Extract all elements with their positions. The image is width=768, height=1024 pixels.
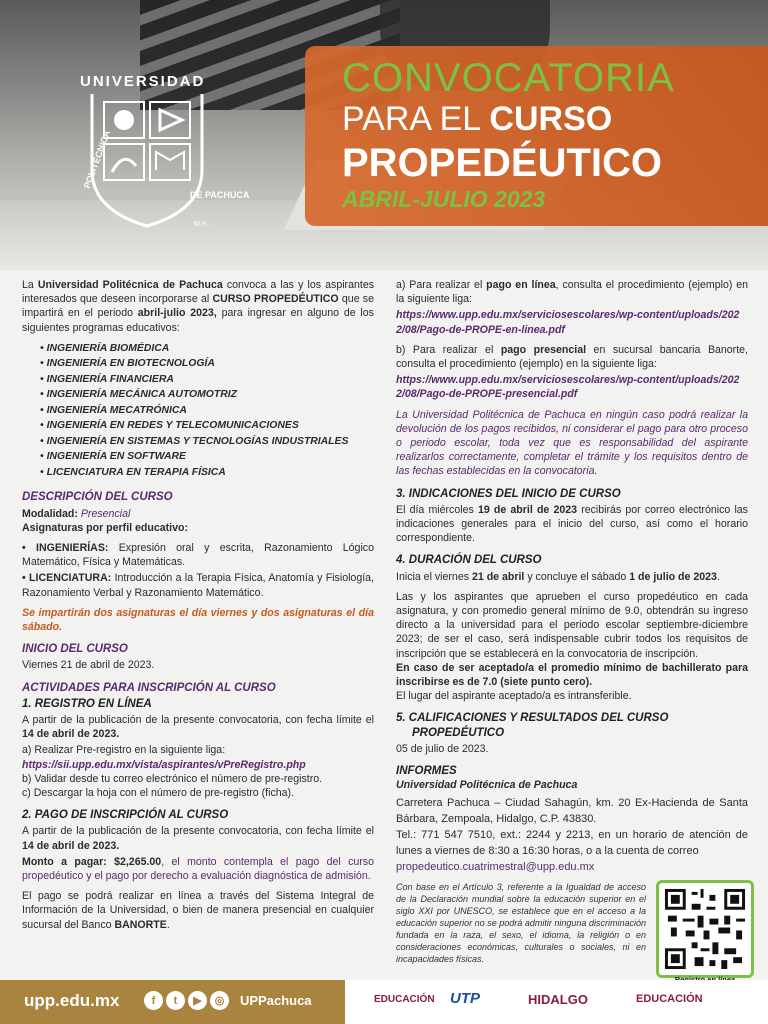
licenciatura-text: Introducción a la Terapia Física, Anatomía y Fisiología, Razonamiento Verbal y Razonamiento Matemático.: [22, 572, 374, 599]
pago-presencial-text-2: en sucursal bancaria Banorte, consulta el procedimiento (ejemplo) en la siguiente liga:: [396, 343, 748, 371]
pago-banorte: BANORTE: [114, 918, 167, 931]
right-column: [396, 278, 748, 974]
pago-medios: [22, 889, 374, 932]
intro-text-1: La: [22, 279, 38, 291]
indicaciones-title: 3. INDICACIONES DEL INICIO DE CURSO: [396, 487, 621, 500]
registro-deadline: 14 de abril de 2023.: [22, 728, 120, 741]
pago-linea-link[interactable]: https://www.upp.edu.mx/serviciosescolares/wp-content/uploads/2022/08/Pago-de-PROPE-en-linea.pdf: [396, 309, 740, 336]
duracion-text-3: .: [716, 570, 720, 583]
intro-periodo: abril-julio 2023,: [137, 307, 217, 320]
inicio-date: Viernes 21 de abril de 2023.: [22, 659, 155, 672]
instagram-icon[interactable]: ◎: [210, 991, 229, 1010]
duracion-end: 1 de julio de 2023: [629, 570, 717, 583]
twitter-icon[interactable]: t: [166, 991, 185, 1010]
logo-educacion: EDUCACIÓN: [374, 994, 435, 1005]
duracion-text-1: Inicia el viernes: [396, 570, 472, 583]
registro-title: 1. REGISTRO EN LÍNEA: [22, 697, 152, 710]
hero-banner: [0, 0, 768, 268]
logo-mr: M.R.: [194, 221, 209, 228]
intro-text-3: que se impartirá en el periodo: [22, 293, 374, 320]
program-item: • LICENCIATURA EN TERAPIA FÍSICA: [40, 465, 374, 481]
intro-university: Universidad Politécnica de Pachuca: [37, 279, 223, 291]
pago-text: A partir de la publicación de la presente convocatoria, con fecha límite el: [22, 825, 374, 838]
informes-email[interactable]: propedeutico.cuatrimestral@upp.edu.mx: [396, 860, 595, 873]
intro-text-4: para ingresar en alguno de los siguientes programas educativos:: [22, 307, 374, 334]
footer-url[interactable]: upp.edu.mx: [24, 991, 120, 1010]
intro-text-2: convoca a las y los aspirantes interesados que deseen incorporarse al: [22, 279, 375, 306]
informes-university: Universidad Politécnica de Pachuca: [396, 779, 578, 792]
program-item: • INGENIERÍA EN BIOTECNOLOGÍA: [40, 356, 374, 372]
indicaciones-text-2: recibirás por correo electrónico las indicaciones generales para el inicio del curso, así como el horario correspondiente.: [396, 503, 748, 545]
logo-hidalgo: HIDALGO: [528, 992, 588, 1007]
desc-title: DESCRIPCIÓN DEL CURSO: [22, 491, 173, 504]
bachillerato-paragraph: En caso de ser aceptado/a el promedio mínimo de bachillerato para inscribirse es de 7.0 (siete punto cero).: [396, 661, 748, 689]
indicaciones-text-1: El día miércoles: [396, 503, 478, 516]
promedio-paragraph: Las y los aspirantes que aprueben el curso propedéutico en cada asignatura, y con promedio general mínimo de 9.0, obtendrán su ingreso directo a la universidad para el periodo escolar septiembre-diciembre 2023; de ser el caso, será indispensable cubrir todos los requisitos de inscripción que se establecerá en la convocatoria de inscripción.: [396, 590, 748, 660]
registro-step-a: a) Realizar Pre-registro en la siguiente liga:: [22, 744, 226, 757]
pago-linea-text-2: , consulta el procedimiento (ejemplo) en la siguiente liga:: [396, 279, 748, 306]
modalidad-value: Presencial: [80, 507, 131, 520]
logo-text-top: UNIVERSIDAD: [80, 73, 206, 90]
imparticion-note: Se impartirán dos asignaturas el día viernes y dos asignaturas el día sábado.: [22, 606, 374, 633]
footer-handle[interactable]: UPPachuca: [240, 993, 312, 1008]
pago-title: 2. PAGO DE INSCRIPCIÓN AL CURSO: [22, 809, 229, 822]
pago-presencial-bold: pago presencial: [500, 343, 587, 356]
pago-deadline: 14 de abril de 2023.: [22, 839, 120, 852]
logo-text-left: POLITÉCNICA: [81, 128, 113, 190]
title-para-el-curso: [342, 100, 612, 139]
duracion-text-2: y concluye el sábado: [524, 570, 630, 583]
program-item: • INGENIERÍA FINANCIERA: [40, 372, 374, 388]
devolucion-note: La Universidad Politécnica de Pachuca en ningún caso podrá realizar la devolución de los pagos recibidos, ni considerar el pago para otro proceso o periodo escolar, toda vez que es responsabilidad del aspirante realizarlos correctamente, completar el trámite y los requisitos dentro de las fechas establecidas en la convocatoria.: [396, 408, 748, 478]
calificaciones-date: 05 de julio de 2023.: [396, 742, 489, 755]
pago-paragraph: [22, 824, 374, 852]
footer-bar: [0, 980, 345, 1024]
calificaciones-title: 5. CALIFICACIONES Y RESULTADOS DEL CURSO: [396, 712, 669, 725]
ingenierias-paragraph: [22, 541, 374, 569]
intro-paragraph: [22, 278, 374, 335]
legal-note: Con base en el Artículo 3, referente a la Igualdad de acceso de la Declaración mundial sobre la educación superior en el siglo XXI por UNESCO, se establece que en el acceso a la educación superior no se podrá admitir ninguna discriminación fundada en la raza, el sexo, el idioma, la religión o en consideraciones económicas, culturales o sociales, ni en incapacidades físicas.: [396, 881, 646, 964]
pago-linea-bold: pago en línea: [486, 279, 556, 291]
duracion-title: 4. DURACIÓN DEL CURSO: [396, 554, 542, 567]
footer: [0, 980, 768, 1024]
university-logo: [72, 70, 250, 230]
intransferible-paragraph: El lugar del aspirante aceptado/a es intransferible.: [396, 690, 632, 703]
intro-curso: CURSO PROPEDÉUTICO: [212, 293, 339, 306]
program-item: • INGENIERÍA MECÁNICA AUTOMOTRIZ: [40, 387, 374, 403]
pago-presencial-paragraph: [396, 343, 748, 371]
programs-list: [40, 341, 374, 481]
pago-medios-end: .: [166, 918, 170, 931]
program-item: • INGENIERÍA EN SISTEMAS Y TECNOLOGÍAS INDUSTRIALES: [40, 434, 374, 450]
title-para-el: PARA EL: [342, 100, 490, 138]
program-item: • INGENIERÍA BIOMÉDICA: [40, 341, 374, 357]
actividades-title: ACTIVIDADES PARA INSCRIPCIÓN AL CURSO: [22, 681, 276, 694]
pago-linea-paragraph: [396, 278, 748, 306]
licenciatura-paragraph: [22, 571, 374, 599]
registro-step-b: b) Validar desde tu correo electrónico el número de pre-registro.: [22, 772, 323, 785]
title-convocatoria: CONVOCATORIA: [342, 56, 675, 100]
social-icons: [144, 991, 229, 1010]
program-item: • INGENIERÍA EN SOFTWARE: [40, 449, 374, 465]
qr-pattern: [662, 886, 748, 972]
title-curso: CURSO: [489, 100, 613, 138]
logo-text-right: DE PACHUCA: [190, 190, 250, 200]
ingenierias-label: • INGENIERÍAS:: [22, 541, 109, 554]
youtube-icon[interactable]: ▶: [188, 991, 207, 1010]
modalidad: [22, 507, 374, 521]
inicio-title: INICIO DEL CURSO: [22, 643, 128, 656]
logo-utp: UTP: [450, 990, 480, 1007]
registro-paragraph: [22, 713, 374, 741]
pago-presencial-link[interactable]: https://www.upp.edu.mx/serviciosescolares/wp-content/uploads/2022/08/Pago-de-PROPE-presencial.pdf: [396, 374, 740, 401]
indicaciones-paragraph: [396, 503, 748, 546]
informes-title: INFORMES: [396, 765, 457, 778]
qr-code[interactable]: [656, 880, 754, 978]
monto-text: , el monto contempla el pago del curso propedéutico y el pago por derecho a evaluación diagnóstica de admisión.: [22, 855, 374, 882]
monto-amount: Monto a pagar: $2,265.00: [22, 855, 162, 868]
registro-step-c: c) Descargar la hoja con el número de pre-registro (ficha).: [22, 786, 295, 799]
informes-phone: Tel.: 771 547 7510, ext.: 2244 y 2213, en un horario de atención de lunes a viernes de 8:30 a 16:30 horas, o a la cuenta de correo: [396, 828, 748, 857]
program-item: • INGENIERÍA MECATRÓNICA: [40, 403, 374, 419]
asignaturas-label: Asignaturas por perfil educativo:: [22, 521, 188, 534]
title-propedeutico: PROPEDÉUTICO: [342, 141, 663, 185]
facebook-icon[interactable]: f: [144, 991, 163, 1010]
duracion-paragraph: [396, 570, 748, 584]
modalidad-label: Modalidad:: [22, 507, 81, 520]
ingenierias-text: Expresión oral y escrita, Razonamiento Lógico Matemático, Física y Matemáticas.: [22, 541, 374, 569]
indicaciones-date: 19 de abril de 2023: [477, 503, 578, 516]
pago-linea-text-1: a) Para realizar el: [396, 279, 487, 291]
title-period: ABRIL-JULIO 2023: [342, 186, 546, 212]
licenciatura-label: • LICENCIATURA:: [22, 572, 112, 585]
registro-link[interactable]: https://sii.upp.edu.mx/vista/aspirantes/vPreRegistro.php: [22, 758, 306, 771]
pago-presencial-text-1: b) Para realizar el: [396, 343, 501, 356]
program-item: • INGENIERÍA EN REDES Y TELECOMUNICACIONES: [40, 418, 374, 434]
left-column: [22, 278, 374, 938]
logo-educacion-estatal: EDUCACIÓN: [636, 993, 703, 1005]
duracion-start: 21 de abril: [471, 570, 525, 583]
informes-address: Carretera Pachuca – Ciudad Sahagún, km. 20 Ex-Hacienda de Santa Bárbara, Zempoala, Hidalgo, C.P. 43830.: [396, 796, 748, 825]
monto-paragraph: [22, 855, 374, 883]
pago-medios-text: El pago se podrá realizar en línea a través del Sistema Integral de Información de la Universidad, o bien de manera presencial en cualquier sucursal del Banco: [22, 890, 374, 931]
registro-text: A partir de la publicación de la presente convocatoria, con fecha límite el: [22, 713, 374, 726]
calificaciones-title-2: PROPEDÉUTICO: [412, 726, 505, 739]
